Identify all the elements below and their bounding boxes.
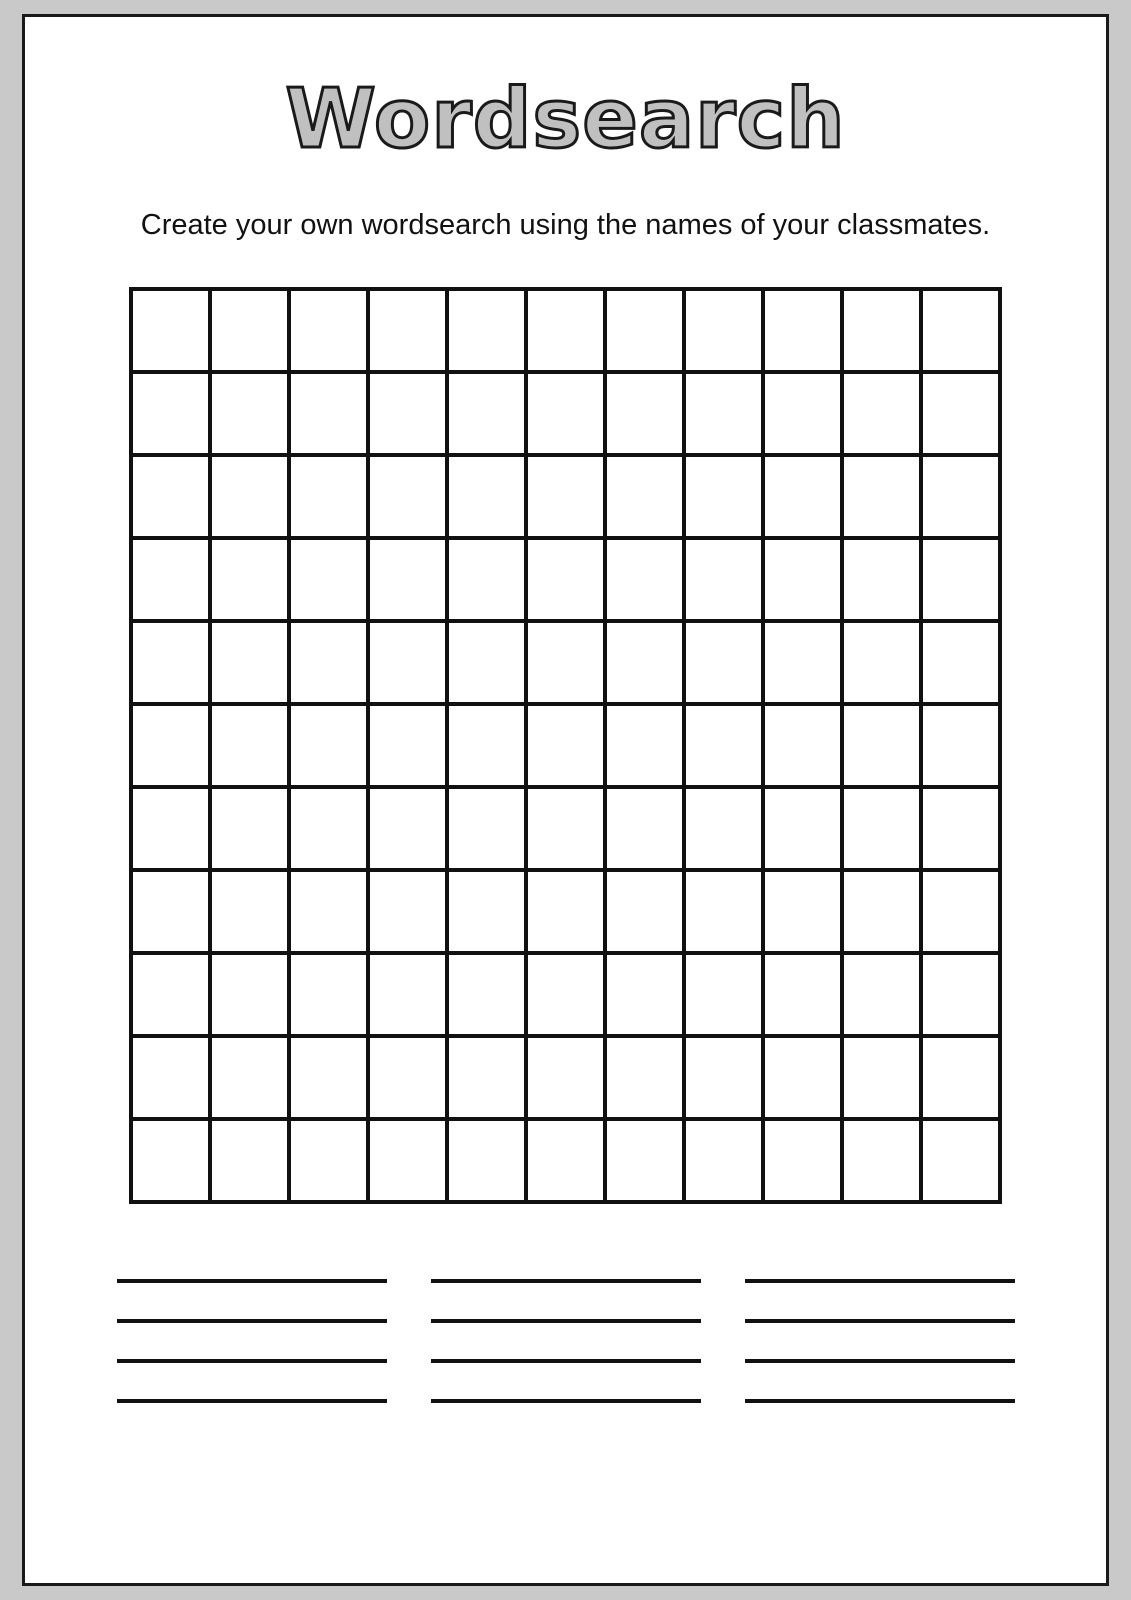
grid-cell[interactable] <box>686 955 765 1038</box>
grid-cell[interactable] <box>923 872 1002 955</box>
grid-cell[interactable] <box>765 374 844 457</box>
grid-cell[interactable] <box>528 291 607 374</box>
grid-cell[interactable] <box>291 789 370 872</box>
grid-cell[interactable] <box>607 540 686 623</box>
grid-cell[interactable] <box>923 457 1002 540</box>
grid-cell[interactable] <box>765 623 844 706</box>
grid-cell[interactable] <box>686 374 765 457</box>
grid-cell[interactable] <box>291 706 370 789</box>
grid-cell[interactable] <box>449 1121 528 1204</box>
answer-line[interactable] <box>745 1399 1015 1403</box>
grid-cell[interactable] <box>844 706 923 789</box>
grid-cell[interactable] <box>528 872 607 955</box>
grid-cell[interactable] <box>765 540 844 623</box>
grid-cell[interactable] <box>686 706 765 789</box>
grid-cell[interactable] <box>133 872 212 955</box>
answer-line[interactable] <box>745 1319 1015 1323</box>
grid-cell[interactable] <box>212 291 291 374</box>
grid-cell[interactable] <box>212 1121 291 1204</box>
grid-cell[interactable] <box>528 540 607 623</box>
grid-cell[interactable] <box>449 540 528 623</box>
grid-cell[interactable] <box>765 789 844 872</box>
grid-cell[interactable] <box>607 623 686 706</box>
grid-cell[interactable] <box>686 291 765 374</box>
grid-cell[interactable] <box>133 706 212 789</box>
grid-cell[interactable] <box>449 955 528 1038</box>
grid-cell[interactable] <box>686 789 765 872</box>
grid-cell[interactable] <box>291 955 370 1038</box>
wordsearch-grid[interactable] <box>129 287 1002 1204</box>
instruction-text: Create your own wordsearch using the names of your classmates. <box>140 209 991 241</box>
answer-column <box>745 1279 1015 1403</box>
answer-line[interactable] <box>431 1359 701 1363</box>
grid-cell[interactable] <box>133 374 212 457</box>
grid-cell[interactable] <box>212 457 291 540</box>
grid-cell[interactable] <box>449 789 528 872</box>
grid-cell[interactable] <box>528 706 607 789</box>
grid-cell[interactable] <box>923 1121 1002 1204</box>
answer-line[interactable] <box>117 1399 387 1403</box>
grid-cell[interactable] <box>765 1121 844 1204</box>
grid-cell[interactable] <box>291 291 370 374</box>
grid-cell[interactable] <box>765 1038 844 1121</box>
grid-cell[interactable] <box>370 374 449 457</box>
grid-cell[interactable] <box>370 706 449 789</box>
grid-cell[interactable] <box>133 789 212 872</box>
grid-cell[interactable] <box>133 623 212 706</box>
grid-cell[interactable] <box>528 1038 607 1121</box>
grid-cell[interactable] <box>133 291 212 374</box>
grid-cell[interactable] <box>686 457 765 540</box>
grid-cell[interactable] <box>844 457 923 540</box>
grid-cell[interactable] <box>133 955 212 1038</box>
grid-cell[interactable] <box>923 706 1002 789</box>
grid-cell[interactable] <box>607 1121 686 1204</box>
grid-cell[interactable] <box>923 623 1002 706</box>
grid-cell[interactable] <box>449 706 528 789</box>
grid-cell[interactable] <box>765 872 844 955</box>
grid-cell[interactable] <box>370 789 449 872</box>
grid-cell[interactable] <box>923 540 1002 623</box>
grid-cell[interactable] <box>212 706 291 789</box>
grid-cell[interactable] <box>133 1121 212 1204</box>
grid-cell[interactable] <box>291 374 370 457</box>
grid-cell[interactable] <box>370 955 449 1038</box>
grid-cell[interactable] <box>528 789 607 872</box>
grid-cell[interactable] <box>686 1121 765 1204</box>
grid-cell[interactable] <box>449 623 528 706</box>
answer-column <box>117 1279 387 1403</box>
grid-cell[interactable] <box>212 623 291 706</box>
grid-cell[interactable] <box>844 291 923 374</box>
grid-cell[interactable] <box>765 706 844 789</box>
grid-cell[interactable] <box>607 1038 686 1121</box>
wordsearch-grid-container <box>25 287 1106 1204</box>
grid-cell[interactable] <box>686 540 765 623</box>
grid-cell[interactable] <box>370 540 449 623</box>
grid-cell[interactable] <box>844 872 923 955</box>
grid-cell[interactable] <box>291 623 370 706</box>
grid-cell[interactable] <box>370 1121 449 1204</box>
grid-cell[interactable] <box>212 955 291 1038</box>
grid-cell[interactable] <box>765 291 844 374</box>
grid-cell[interactable] <box>607 706 686 789</box>
grid-cell[interactable] <box>923 1038 1002 1121</box>
grid-cell[interactable] <box>370 872 449 955</box>
grid-cell[interactable] <box>449 374 528 457</box>
grid-cell[interactable] <box>923 374 1002 457</box>
page-title: Wordsearch <box>285 72 846 167</box>
grid-cell[interactable] <box>686 1038 765 1121</box>
grid-cell[interactable] <box>291 457 370 540</box>
answer-line[interactable] <box>431 1279 701 1283</box>
grid-cell[interactable] <box>844 1121 923 1204</box>
grid-cell[interactable] <box>291 1038 370 1121</box>
grid-cell[interactable] <box>923 789 1002 872</box>
grid-cell[interactable] <box>607 374 686 457</box>
grid-cell[interactable] <box>844 789 923 872</box>
answer-line[interactable] <box>745 1359 1015 1363</box>
worksheet-page <box>22 14 1109 1586</box>
grid-cell[interactable] <box>212 1038 291 1121</box>
grid-cell[interactable] <box>370 623 449 706</box>
answer-line[interactable] <box>117 1279 387 1283</box>
grid-cell[interactable] <box>765 955 844 1038</box>
grid-cell[interactable] <box>133 457 212 540</box>
grid-cell[interactable] <box>844 955 923 1038</box>
grid-cell[interactable] <box>844 1038 923 1121</box>
answer-line[interactable] <box>745 1279 1015 1283</box>
grid-cell[interactable] <box>844 623 923 706</box>
grid-cell[interactable] <box>528 1121 607 1204</box>
answer-line[interactable] <box>431 1399 701 1403</box>
grid-cell[interactable] <box>528 955 607 1038</box>
grid-cell[interactable] <box>212 872 291 955</box>
grid-cell[interactable] <box>449 872 528 955</box>
grid-cell[interactable] <box>449 457 528 540</box>
grid-cell[interactable] <box>291 1121 370 1204</box>
grid-cell[interactable] <box>212 374 291 457</box>
grid-cell[interactable] <box>528 374 607 457</box>
grid-cell[interactable] <box>607 789 686 872</box>
grid-cell[interactable] <box>449 291 528 374</box>
grid-cell[interactable] <box>607 457 686 540</box>
grid-cell[interactable] <box>528 623 607 706</box>
grid-cell[interactable] <box>923 955 1002 1038</box>
grid-cell[interactable] <box>528 457 607 540</box>
grid-cell[interactable] <box>607 291 686 374</box>
grid-cell[interactable] <box>844 540 923 623</box>
grid-cell[interactable] <box>370 457 449 540</box>
grid-cell[interactable] <box>133 540 212 623</box>
grid-cell[interactable] <box>449 1038 528 1121</box>
grid-cell[interactable] <box>370 1038 449 1121</box>
grid-cell[interactable] <box>212 789 291 872</box>
answer-line[interactable] <box>117 1319 387 1323</box>
answer-line[interactable] <box>117 1359 387 1363</box>
grid-cell[interactable] <box>686 872 765 955</box>
grid-cell[interactable] <box>607 872 686 955</box>
answer-column <box>431 1279 701 1403</box>
grid-cell[interactable] <box>765 457 844 540</box>
grid-cell[interactable] <box>686 623 765 706</box>
grid-cell[interactable] <box>370 291 449 374</box>
grid-cell[interactable] <box>844 374 923 457</box>
grid-cell[interactable] <box>133 1038 212 1121</box>
grid-cell[interactable] <box>291 872 370 955</box>
answer-line[interactable] <box>431 1319 701 1323</box>
grid-cell[interactable] <box>607 955 686 1038</box>
grid-cell[interactable] <box>212 540 291 623</box>
grid-cell[interactable] <box>923 291 1002 374</box>
answer-lines-area <box>25 1279 1106 1403</box>
grid-cell[interactable] <box>291 540 370 623</box>
